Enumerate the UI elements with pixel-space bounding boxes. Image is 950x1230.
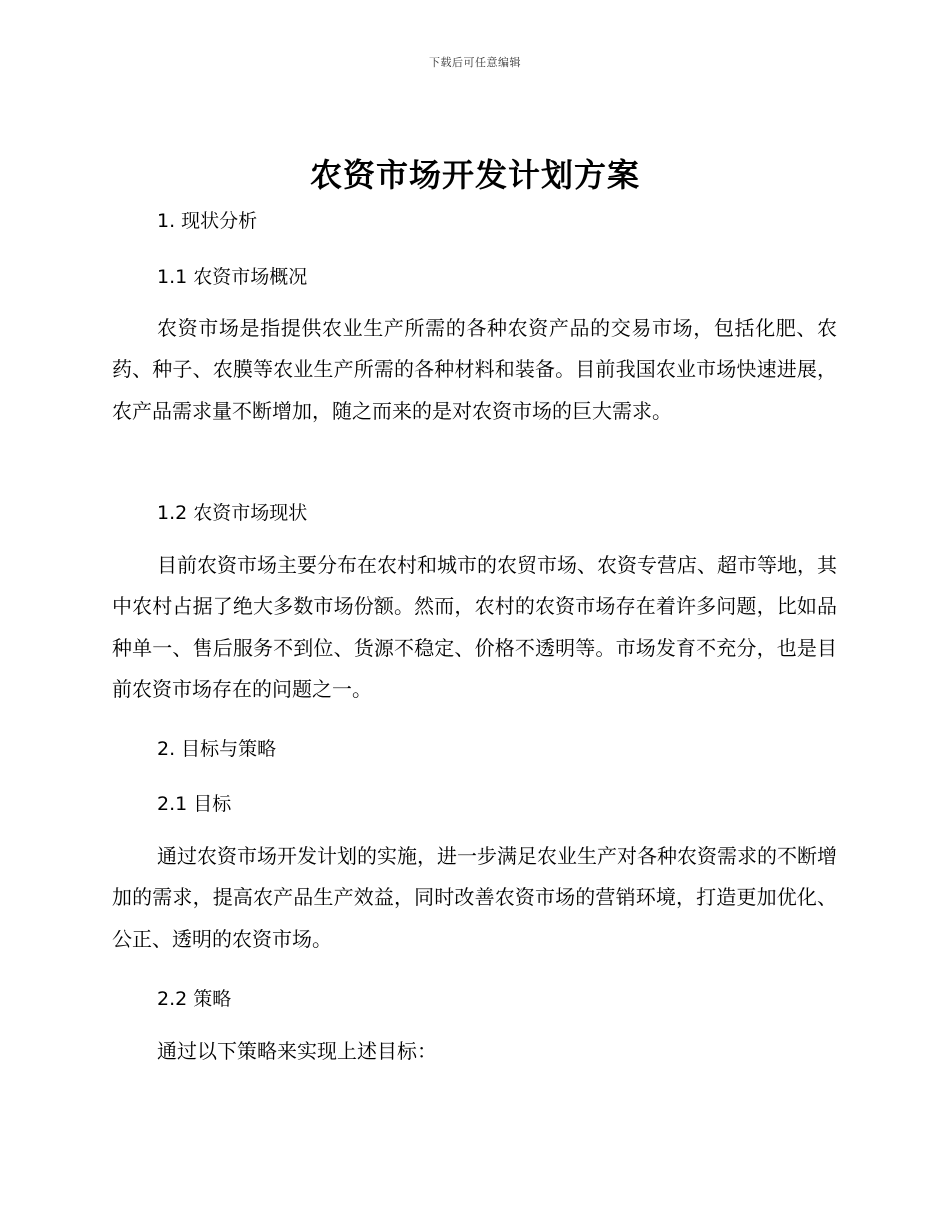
header-note: 下载后可任意编辑 — [429, 56, 521, 69]
subsection-heading-2-2: 2.2 策略 — [157, 988, 232, 1010]
subsection-heading-1-1: 1.1 农资市场概况 — [157, 266, 308, 288]
document-title: 农资市场开发计划方案 — [309, 156, 640, 194]
subsection-heading-1-2: 1.2 农资市场现状 — [157, 502, 308, 524]
paragraph-1-1: 农资市场是指提供农业生产所需的各种农资产品的交易市场，包括化肥、农药、种子、农膜等农业生产所需的各种材料和装备。目前我国农业市场快速进展，农产品需求量不断增加，随之而来的是对农资市场的巨大需求。 — [112, 316, 837, 423]
paragraph-1-2: 目前农资市场主要分布在农村和城市的农贸市场、农资专营店、超市等地，其中农村占据了绝大多数市场份额。然而，农村的农资市场存在着许多问题，比如品种单一、售后服务不到位、货源不稳定、价格不透明等。市场发育不充分，也是目前农资市场存在的问题之一。 — [112, 553, 837, 701]
section-heading-1: 1. 现状分析 — [157, 210, 258, 232]
section-heading-2: 2. 目标与策略 — [157, 738, 277, 760]
paragraph-2-1: 通过农资市场开发计划的实施，进一步满足农业生产对各种农资需求的不断增加的需求，提高农产品生产效益，同时改善农资市场的营销环境，打造更加优化、公正、透明的农资市场。 — [112, 844, 837, 951]
paragraph-2-2: 通过以下策略来实现上述目标： — [157, 1039, 437, 1063]
subsection-heading-2-1: 2.1 目标 — [157, 793, 232, 815]
